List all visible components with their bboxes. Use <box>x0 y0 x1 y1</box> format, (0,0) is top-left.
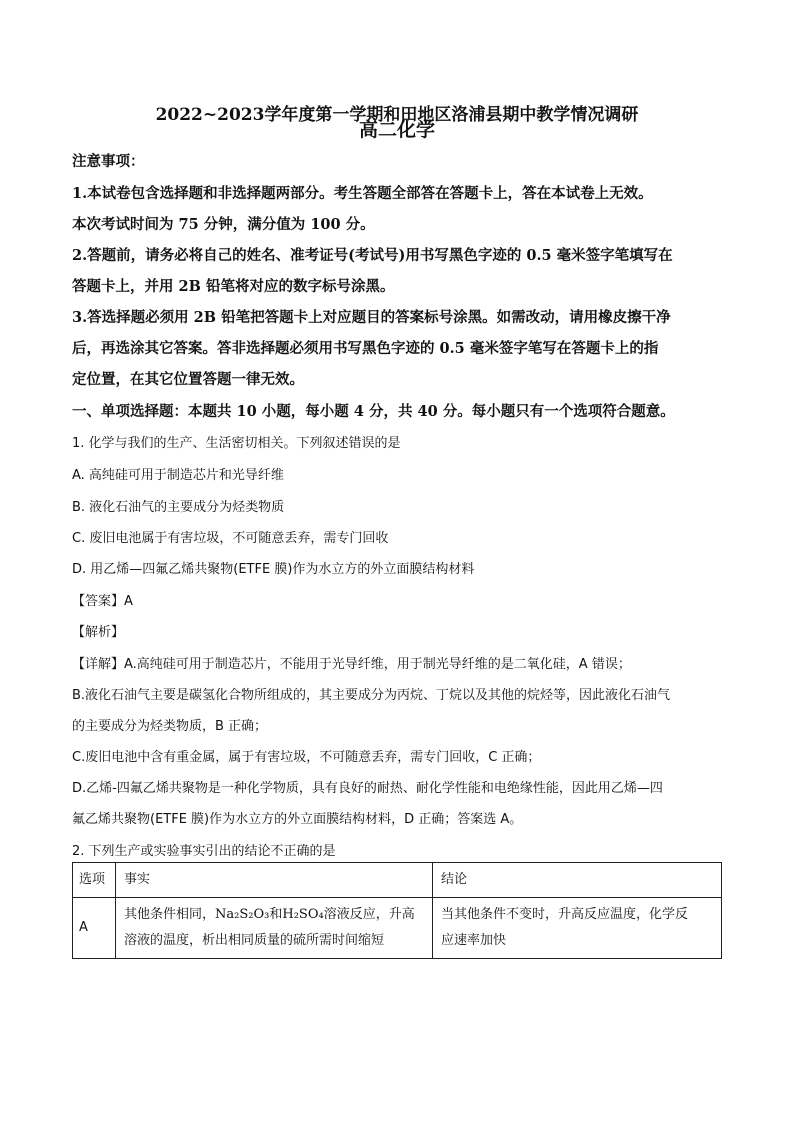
table-header-row <box>73 863 722 898</box>
fact-text: 和 <box>269 907 283 922</box>
question-stem: 2. 下列生产或实验事实引出的结论不正确的是 <box>72 844 336 859</box>
analysis-label: 【解析】 <box>72 625 125 640</box>
section-heading: 一、单项选择题：本题共 10 小题，每小题 4 分，共 40 分。每小题只有一个选项符合题意。 <box>72 403 675 420</box>
notice-heading: 注意事项： <box>72 153 145 170</box>
notice-line: 1.本试卷包含选择题和非选择题两部分。考生答题全部答在答题卡上，答在本试卷上无效。 <box>72 185 653 202</box>
notice-line: 定位置，在其它位置答题一律无效。 <box>72 371 304 388</box>
table-cell-conclusion <box>433 898 722 959</box>
notice-line: 3.答选择题必须用 2B 铅笔把答题卡上对应题目的答案标号涂黑。如需改动，请用橡皮擦干净 <box>72 309 671 326</box>
table-row <box>73 898 722 959</box>
option-b: B. 液化石油气的主要成分为烃类物质 <box>72 500 285 515</box>
chemical-formula: H₂SO₄ <box>282 907 324 922</box>
facts-table <box>72 862 722 959</box>
table-cell-option: A <box>73 898 116 959</box>
detail-line: C.废旧电池中含有重金属，属于有害垃圾，不可随意丢弃，需专门回收，C 正确； <box>72 750 541 765</box>
chemical-formula: Na₂S₂O₃ <box>215 907 270 922</box>
detail-line: 【详解】A.高纯硅可用于制造芯片，不能用于光导纤维，用于制光导纤维的是二氧化硅，A 错误； <box>72 657 631 672</box>
detail-line: 的主要成分为烃类物质，B 正确； <box>72 719 268 734</box>
table-cell-fact <box>116 898 433 959</box>
table-header-conclusion: 结论 <box>433 863 722 898</box>
answer-label: 【答案】A <box>72 594 133 609</box>
option-d: D. 用乙烯—四氟乙烯共聚物(ETFE 膜)作为水立方的外立面膜结构材料 <box>72 562 475 577</box>
fact-text: 溶液反应，升高 <box>323 907 415 922</box>
detail-line: D.乙烯-四氟乙烯共聚物是一种化学物质，具有良好的耐热、耐化学性能和电绝缘性能，因此用乙烯—四 <box>72 781 663 796</box>
fact-text: 溶液的温度，析出相同质量的硫所需时间缩短 <box>124 933 385 948</box>
notice-line: 后，再选涂其它答案。答非选择题必须用书写黑色字迹的 0.5 毫米签字笔写在答题卡上的指 <box>72 340 659 357</box>
notice-line: 本次考试时间为 75 分钟，满分值为 100 分。 <box>72 216 375 233</box>
fact-text: 其他条件相同， <box>124 907 216 922</box>
option-a: A. 高纯硅可用于制造芯片和光导纤维 <box>72 468 284 483</box>
exam-title: 2022~2023学年度第一学期和田地区洛浦县期中教学情况调研 <box>155 105 639 125</box>
table-header-fact: 事实 <box>116 863 433 898</box>
notice-line: 答题卡上，并用 2B 铅笔将对应的数字标号涂黑。 <box>72 278 395 295</box>
question-stem: 1. 化学与我们的生产、生活密切相关。下列叙述错误的是 <box>72 436 401 451</box>
notice-line: 2.答题前，请务必将自己的姓名、准考证号(考试号)用书写黑色字迹的 0.5 毫米签字笔填写在 <box>72 247 673 264</box>
table-header-option: 选项 <box>73 863 116 898</box>
conclusion-text: 当其他条件不变时，升高反应温度，化学反 <box>441 907 689 922</box>
exam-subject: 高二化学 <box>358 119 435 141</box>
conclusion-text: 应速率加快 <box>441 933 507 948</box>
option-c: C. 废旧电池属于有害垃圾，不可随意丢弃，需专门回收 <box>72 531 389 546</box>
detail-line: 氟乙烯共聚物(ETFE 膜)作为水立方的外立面膜结构材料，D 正确；答案选 A。 <box>72 812 523 827</box>
detail-line: B.液化石油气主要是碳氢化合物所组成的，其主要成分为丙烷、丁烷以及其他的烷烃等，因此液化石油气 <box>72 688 671 703</box>
